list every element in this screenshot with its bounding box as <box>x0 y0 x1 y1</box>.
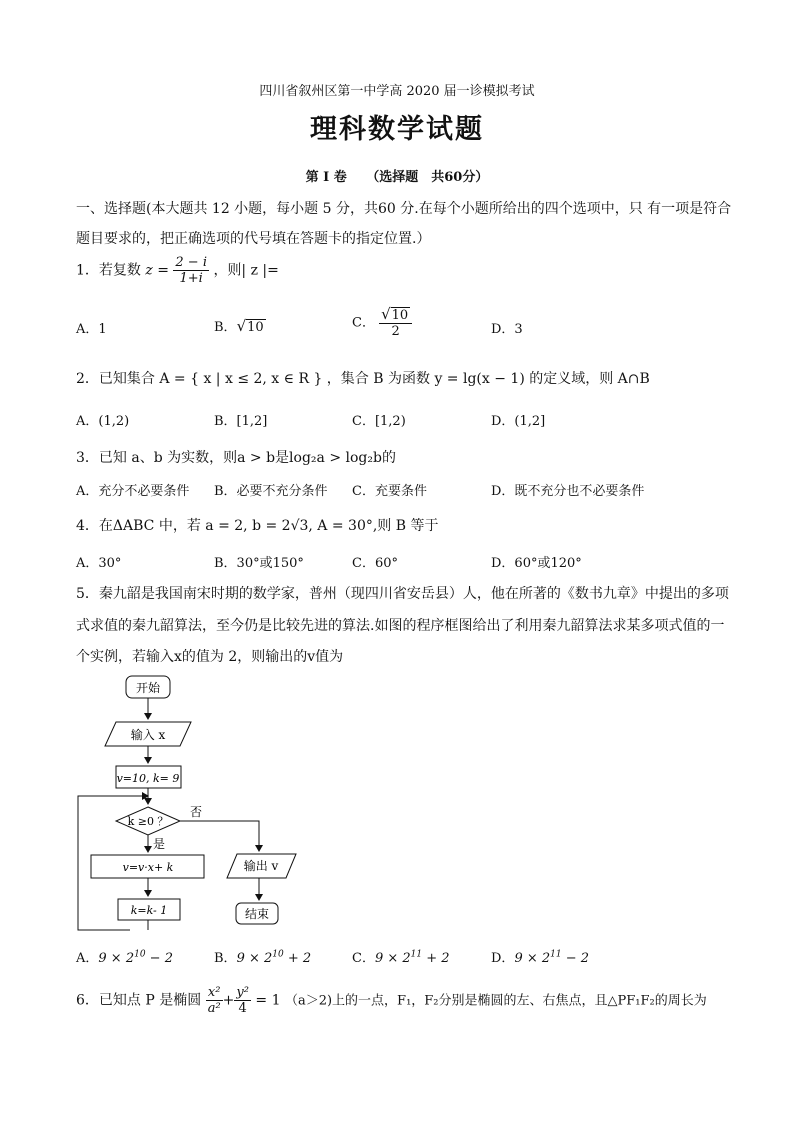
page-title: 理科数学试题 <box>310 114 484 145</box>
question-5-line-2: 式求值的秦九韶算法，至今仍是比较先进的算法.如图的程序框图给出了利用秦九韶算法求某多项式值的一 <box>76 618 725 634</box>
q6-equals: = 1 <box>255 992 281 1009</box>
q1-fraction <box>173 255 209 286</box>
q1-option-d[interactable]: D．3 <box>491 322 523 337</box>
q5-option-a-base: 9 × 2 <box>98 951 135 966</box>
q1-denominator: 1+i <box>179 271 203 286</box>
q5-option-b-label: B． <box>214 951 237 966</box>
q4-option-b[interactable]: B．30°或150° <box>214 556 304 571</box>
flowchart-start-text: 开始 <box>135 681 161 695</box>
section-heading: 第 I 卷 （选择题 共60分） <box>305 170 489 185</box>
q5-option-b-tail: + 2 <box>283 951 312 966</box>
q4-option-a[interactable]: A．30° <box>76 556 122 571</box>
question-1-stem <box>76 255 279 286</box>
sqrt-icon: √ <box>236 317 247 335</box>
q6-prefix: 6．已知点 P 是椭圆 <box>76 992 202 1009</box>
q1-option-c-label: C． <box>352 315 375 331</box>
question-6-stem <box>76 985 707 1016</box>
q5-option-d-label: D． <box>491 951 515 966</box>
flowchart <box>70 670 320 938</box>
q2-option-a[interactable]: A．(1,2) <box>76 414 130 429</box>
q6-x-numerator: x² <box>206 985 223 1001</box>
q4-option-c[interactable]: C．60° <box>352 556 398 571</box>
q3-option-a[interactable]: A．充分不必要条件 <box>76 484 190 499</box>
q5-option-c-label: C． <box>352 951 375 966</box>
flowchart-output-text: 输出 v <box>243 859 279 873</box>
flowchart-update-k-text: k=k- 1 <box>130 904 168 917</box>
question-4-stem: 4．在ΔABC 中，若 a = 2, b = 2√3, A = 30°,则 B 等于 <box>76 518 439 534</box>
q3-option-b[interactable]: B．必要不充分条件 <box>214 484 328 499</box>
q5-option-b[interactable] <box>214 947 311 966</box>
q1-suffix: ，则| z |= <box>213 262 279 279</box>
question-5-line-1: 5．秦九韶是我国南宋时期的数学家，普州（现四川省安岳县）人，他在所著的《数书九章》中提出的多项 <box>76 586 729 602</box>
q1-option-b[interactable] <box>214 316 266 335</box>
q5-option-c-base: 9 × 2 <box>374 951 411 966</box>
sqrt-icon: √ <box>381 305 391 323</box>
question-2-stem: 2．已知集合 A = { x | x ≤ 2, x ∈ R } ，集合 B 为函数 y = lg(x − 1) 的定义域，则 A∩B <box>76 371 650 387</box>
q3-option-d[interactable]: D．既不充分也不必要条件 <box>491 484 645 499</box>
q1-option-c-denominator: 2 <box>391 324 400 339</box>
q5-option-d-exponent: 11 <box>550 949 562 960</box>
q6-x-denominator: a² <box>207 1001 221 1016</box>
flowchart-condition-text: k ≥0 ？ <box>127 815 169 828</box>
q6-y-denominator: 4 <box>238 1001 247 1016</box>
exam-school-line: 四川省叙州区第一中学高 2020 届一诊模拟考试 <box>259 84 535 99</box>
q1-option-c-numerator <box>379 307 412 324</box>
q4-option-d[interactable]: D．60°或120° <box>491 556 582 571</box>
q1-option-c-fraction <box>379 307 412 339</box>
q6-y-numerator: y² <box>236 985 249 1000</box>
q6-plus: + <box>222 992 235 1009</box>
q6-y-fraction <box>234 985 251 1016</box>
q1-option-a[interactable]: A．1 <box>76 322 107 337</box>
instructions-line-1: 一、选择题(本大题共 12 小题，每小题 5 分，共60 分.在每个小题所给出的四个选项中，只 有一项是符合 <box>76 201 732 217</box>
flowchart-yes-label: 是 <box>153 837 166 851</box>
question-5-line-3: 个实例，若输入x的值为 2，则输出的v值为 <box>76 649 344 665</box>
q5-option-c-tail: + 2 <box>422 951 450 966</box>
flowchart-init-text: v=10, k= 9 <box>116 772 180 785</box>
flowchart-end-text: 结束 <box>244 907 270 921</box>
q5-option-a[interactable] <box>76 947 173 966</box>
q5-option-c[interactable] <box>352 947 450 966</box>
instructions-line-2: 题目要求的，把正确选项的代号填在答题卡的指定位置.） <box>76 231 431 247</box>
q1-option-b-radicand: 10 <box>247 320 264 335</box>
q5-option-a-label: A． <box>76 951 99 966</box>
q5-option-a-tail: − 2 <box>145 951 173 966</box>
q1-option-c[interactable] <box>352 307 412 339</box>
q5-option-a-exponent: 10 <box>134 949 146 960</box>
q6-suffix: （a＞2)上的一点，F₁，F₂分别是椭圆的左、右焦点，且△PF₁F₂的周长为 <box>284 993 707 1009</box>
q5-option-b-base: 9 × 2 <box>236 951 273 966</box>
q5-option-b-exponent: 10 <box>272 949 284 960</box>
flowchart-no-label: 否 <box>190 805 203 819</box>
q1-option-c-radicand: 10 <box>391 308 409 323</box>
q1-numerator: 2 − i <box>175 255 207 270</box>
q5-option-d[interactable] <box>491 947 589 966</box>
q5-option-c-exponent: 11 <box>410 949 423 960</box>
flowchart-no-arrow <box>180 821 259 851</box>
q1-z: z = <box>145 262 169 279</box>
q2-option-c[interactable]: C．[1,2) <box>352 414 406 429</box>
q1-prefix: 1．若复数 <box>76 262 141 279</box>
question-3-stem: 3．已知 a、b 为实数，则a > b是log₂a > log₂b的 <box>76 450 396 466</box>
flowchart-update-v-text: v=v·x+ k <box>122 861 174 874</box>
flowchart-input-text: 输入 x <box>130 728 166 742</box>
q5-option-d-base: 9 × 2 <box>514 951 551 966</box>
q5-option-d-tail: − 2 <box>561 951 590 966</box>
q1-option-b-label: B． <box>214 320 237 335</box>
q3-option-c[interactable]: C．充要条件 <box>352 484 427 499</box>
q2-option-d[interactable]: D．(1,2] <box>491 414 546 429</box>
q2-option-b[interactable]: B．[1,2] <box>214 414 268 429</box>
q6-x-fraction <box>206 985 223 1016</box>
